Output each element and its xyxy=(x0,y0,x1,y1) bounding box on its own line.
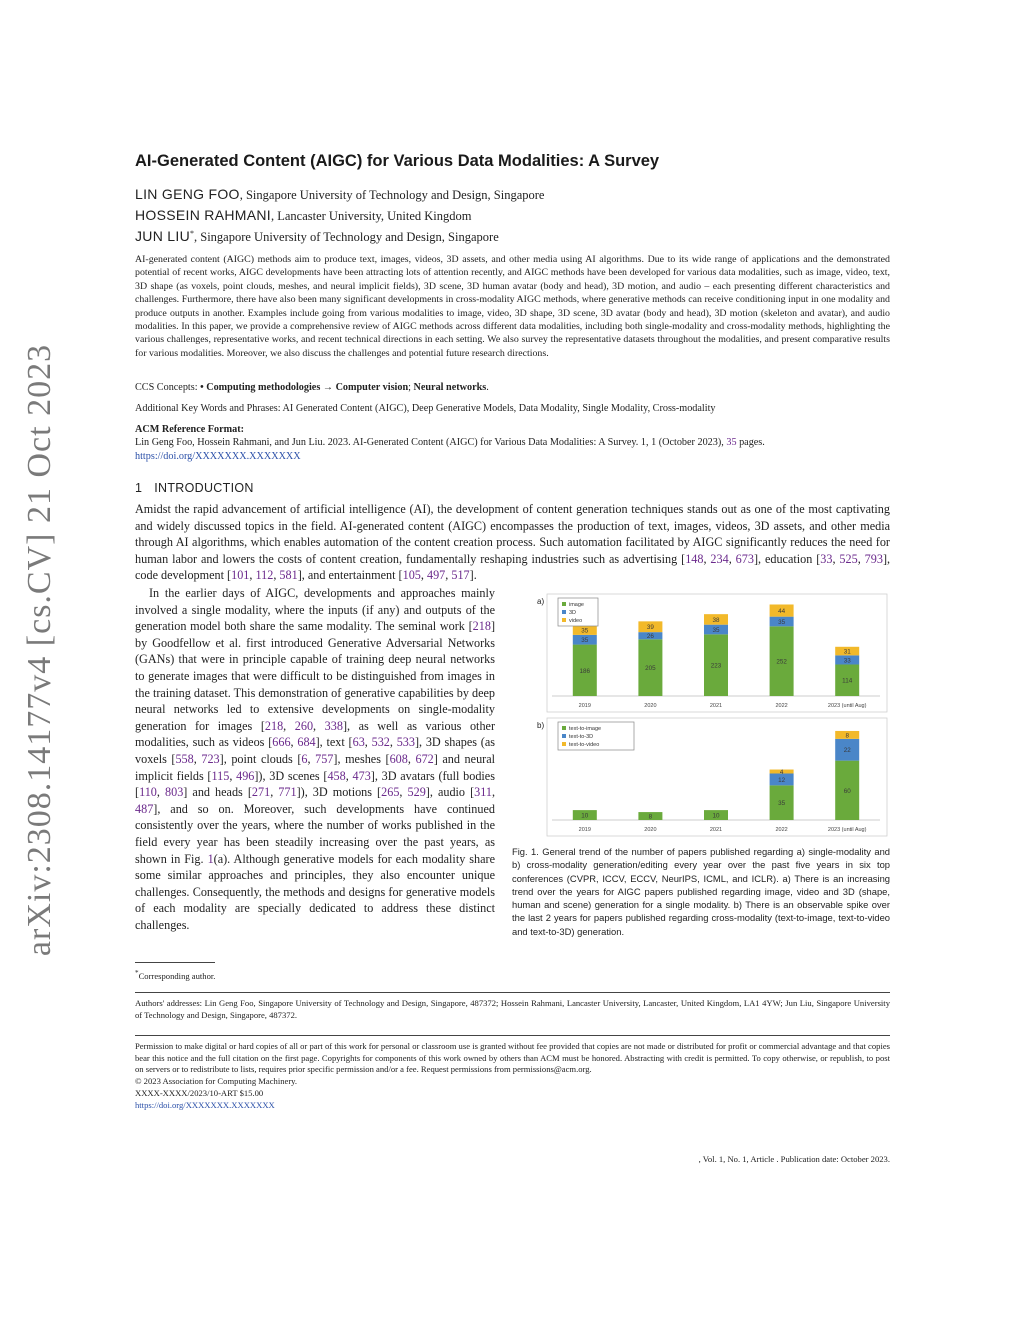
citation[interactable]: 581 xyxy=(279,568,298,583)
copyright: © 2023 Association for Computing Machinery. xyxy=(135,1076,298,1087)
data-label: 35 xyxy=(581,637,589,645)
author-addresses: Authors' addresses: Lin Geng Foo, Singapore University of Technology and Design, Singapore, 487372; Hossein Rahmani, Lancaster University, Lancaster, United Kingdom, LA1 4YW; Jun Liu, Singapore University of Technology and Design, Singapore, 487372. xyxy=(135,998,890,1020)
footer-doi-link[interactable]: https://doi.org/XXXXXXX.XXXXXXX xyxy=(135,1099,275,1110)
citation[interactable]: 525 xyxy=(839,551,858,566)
x-tick-label: 2020 xyxy=(644,703,657,709)
data-label: 44 xyxy=(778,608,786,616)
x-tick-label: 2020 xyxy=(644,827,657,833)
citation[interactable]: 517 xyxy=(451,568,470,583)
legend-entry: image xyxy=(569,602,584,608)
legend-swatch xyxy=(562,742,566,746)
citation[interactable]: 265 xyxy=(381,785,400,800)
panel-label: a) xyxy=(537,597,545,606)
legend-swatch xyxy=(562,734,566,738)
data-label: 60 xyxy=(843,787,851,795)
citation[interactable]: 33 xyxy=(820,551,833,566)
x-tick-label: 2019 xyxy=(578,703,591,709)
permission-text: Permission to make digital or hard copies of all or part of this work for personal or classroom use is granted without fee provided that copies are not made or distributed for profit or commercial advantage and that copies bear this notice and the full citation on the first page. Copyrights for components of this work owned by others than ACM must be honored. Abstracting with credit is permitted. To copy otherwise, or republish, to post on servers or to redistribute to lists, requires prior specific permission and/or a fee. Request permissions from permissions@acm.org. xyxy=(135,1041,890,1075)
legend-entry: video xyxy=(569,618,583,624)
author-name: LIN GENG FOO xyxy=(135,186,240,202)
footnote-text: Corresponding author. xyxy=(138,970,216,981)
citation[interactable]: 496 xyxy=(236,768,255,783)
citation[interactable]: 757 xyxy=(315,751,334,766)
legend-swatch xyxy=(562,726,566,730)
citation[interactable]: 529 xyxy=(407,785,426,800)
citation[interactable]: 487 xyxy=(135,801,154,816)
figure-1b-chart xyxy=(512,716,890,838)
x-tick-label: 2022 xyxy=(775,703,788,709)
ccs-concept-2: Computer vision xyxy=(335,382,409,393)
data-label: 35 xyxy=(778,800,786,808)
acm-ref-heading: ACM Reference Format: xyxy=(135,424,244,435)
data-label: 22 xyxy=(843,747,851,755)
data-label: 33 xyxy=(843,657,851,665)
ccs-label: CCS Concepts: xyxy=(135,382,201,393)
citation[interactable]: 673 xyxy=(735,551,754,566)
keywords: Additional Key Words and Phrases: AI Generated Content (AIGC), Deep Generative Models, Data Modality, Single Modality, Cross-modality xyxy=(135,403,716,414)
section-heading xyxy=(135,481,254,495)
x-tick-label: 2022 xyxy=(775,827,788,833)
author-name: JUN LIU xyxy=(135,228,190,244)
legend-swatch xyxy=(562,618,566,622)
section-title: INTRODUCTION xyxy=(154,481,254,495)
legend-entry: text-to-3D xyxy=(569,734,594,740)
data-label: 10 xyxy=(581,812,589,820)
data-label: 31 xyxy=(843,648,851,656)
author-affiliation: , Singapore University of Technology and Design, Singapore xyxy=(239,188,545,202)
legend-swatch xyxy=(562,602,566,606)
divider xyxy=(135,1035,890,1036)
x-tick-label: 2023 (until Aug) xyxy=(827,827,867,833)
author-3 xyxy=(135,228,499,245)
citation[interactable]: 458 xyxy=(327,768,346,783)
permission-notice xyxy=(135,1041,890,1111)
legend-entry: 3D xyxy=(569,610,577,616)
footnote xyxy=(135,968,890,983)
panel-label: b) xyxy=(537,721,545,730)
citation[interactable]: 101 xyxy=(231,568,250,583)
citation[interactable]: 338 xyxy=(324,718,343,733)
author-affiliation: , Singapore University of Technology and Design, Singapore xyxy=(194,230,499,244)
footnote-rule xyxy=(135,962,215,963)
x-tick-label: 2021 xyxy=(709,703,723,709)
citation[interactable]: 105 xyxy=(402,568,421,583)
citation[interactable]: 771 xyxy=(278,785,297,800)
issn: XXXX-XXXX/2023/10-ART $15.00 xyxy=(135,1087,264,1098)
arxiv-identifier xyxy=(10,343,70,957)
author-affiliation: , Lancaster University, United Kingdom xyxy=(270,209,472,223)
data-label: 252 xyxy=(776,658,787,666)
data-label: 186 xyxy=(579,667,591,675)
ccs-separator: ; xyxy=(408,382,414,393)
data-label: 205 xyxy=(645,665,656,673)
citation[interactable]: 6 xyxy=(301,751,308,766)
acm-ref-text: Lin Geng Foo, Hossein Rahmani, and Jun Liu. 2023. AI-Generated Content (AIGC) for Various Data Modalities: A Survey. 1, 1 (October 2023), xyxy=(135,437,727,449)
citation[interactable]: 558 xyxy=(175,751,194,766)
citation[interactable]: 115 xyxy=(211,768,230,783)
citation[interactable]: 260 xyxy=(294,718,314,733)
legend-entry: text-to-image xyxy=(569,726,602,732)
citation[interactable]: 793 xyxy=(864,551,883,566)
data-label: 10 xyxy=(712,812,720,820)
citation[interactable]: 532 xyxy=(371,735,390,750)
citation[interactable]: 148 xyxy=(685,551,704,566)
legend-entry: text-to-video xyxy=(569,742,600,748)
data-label: 38 xyxy=(712,616,720,624)
intro-paragraph-2: In the earlier days of AIGC, developments and approaches mainly involved a single modality, where the inputs (if any) and outputs of the generation model both share the same modality. The seminal work [218] by Goodfellow et al. first introduced Generative Adversarial Networks (GANs) that were in principle capable of training deep neural networks to generate images that were difficult to be distinguished from images in the training dataset. This demonstration of generative capabilities by deep neural networks led to extensive developments on single-modality generation for images [218, 260, 338], as well as various other modalities, such as videos [666, 684], text [63, 532, 533], 3D shapes (as voxels [558, 723], point clouds [6, 757], meshes [608, 672] and neural implicit fields [115, 496]), 3D scenes [458, 473], 3D avatars (full bodies [110, 803] and heads [271, 771]), 3D motions [265, 529], audio [311, 487], and so on. Moreover, such developments have continued consistently over the years, where the number of works published in the field every year has been steadily increasing over the past years, as shown in Fig. 1(a). Although generative models for each modality share some similar approaches and principles, they also encounter unique challenges. Consequently, the methods and designs for generative models of each modality are specially dedicated to address these distinct challenges. xyxy=(135,586,496,932)
citation[interactable]: 803 xyxy=(165,785,184,800)
ccs-end: . xyxy=(486,382,489,393)
data-label: 8 xyxy=(648,813,653,821)
author-2 xyxy=(135,207,472,224)
citation[interactable]: 533 xyxy=(396,735,415,750)
pages-link[interactable]: 35 xyxy=(726,437,737,449)
intro-paragraph-1: Amidst the rapid advancement of artificial intelligence (AI), the development of content generation techniques stands out as one of the most captivating and widely discussed topics in the field. AI-generated content (AIGC) encompasses the production of text, images, videos, 3D assets, and other media through AI algorithms, which enables automation of the content creation process. Such automation facilitated by AIGC significantly reduces the need for human labor and lowers the costs of content creation, fundamentally reshaping industries such as advertising [148, 234, 673], education [33, 525, 793], code development [101, 112, 581], and entertainment [105, 497, 517]. xyxy=(135,502,891,583)
doi-link[interactable]: https://doi.org/XXXXXXX.XXXXXXX xyxy=(135,450,301,462)
data-label: 4 xyxy=(779,769,784,777)
paper-title: AI-Generated Content (AIGC) for Various Data Modalities: A Survey xyxy=(135,152,660,170)
citation[interactable]: 234 xyxy=(710,551,729,566)
x-tick-label: 2023 (until Aug) xyxy=(827,703,867,709)
data-label: 8 xyxy=(845,732,849,740)
author-name: HOSSEIN RAHMANI xyxy=(135,207,271,223)
legend-swatch xyxy=(562,610,566,614)
acm-reference xyxy=(135,423,890,463)
citation[interactable]: 311 xyxy=(474,785,492,800)
citation[interactable]: 63 xyxy=(352,735,365,750)
ccs-concept-1: Computing methodologies xyxy=(206,382,321,393)
data-label: 35 xyxy=(712,627,720,635)
section-number: 1 xyxy=(135,481,143,495)
figure-reference[interactable]: 1 xyxy=(207,851,214,866)
data-label: 39 xyxy=(646,624,654,632)
citation[interactable]: 672 xyxy=(415,751,434,766)
arxiv-id-text: arXiv:2308.14177v4 [cs.CV] 21 Oct 2023 xyxy=(21,343,58,957)
ccs-arrow: → xyxy=(320,382,336,393)
footnote-mark: * xyxy=(135,969,139,977)
author-1 xyxy=(135,186,544,203)
divider xyxy=(135,992,890,993)
citation[interactable]: 608 xyxy=(389,751,408,766)
citation[interactable]: 473 xyxy=(352,768,371,783)
ccs-bullet: • xyxy=(200,382,207,393)
citation[interactable]: 218 xyxy=(264,718,284,733)
data-label: 12 xyxy=(778,776,786,784)
ccs-concepts xyxy=(135,381,489,394)
figure-caption: Fig. 1. General trend of the number of papers published regarding a) single-modality and b) cross-modality generation/editing every year over the past five years in six top conferences (CVPR, ICCV, ECCV, NeurIPS, ICML, and ICLR). a) There is an increasing trend over the years for AIGC papers published regarding image, video and 3D (shape, human and scene) generation for a single modality. b) There is an observable spike over the last 2 years for papers published regarding cross-modality (text-to-image, text-to-video and text-to-3D) generation. xyxy=(512,846,890,937)
data-label: 114 xyxy=(842,677,853,685)
data-label: 223 xyxy=(710,662,722,670)
abstract: AI-generated content (AIGC) methods aim to produce text, images, videos, 3D assets, and other media using AI algorithms. Due to its wide range of applications and the demonstrated potential of recent works, AIGC developments have been attracting lots of attention recently, and AIGC methods have been developed for various data modalities, such as image, video, text, 3D shape (as voxels, point clouds, meshes, and neural implicit fields), 3D scene, 3D human avatar (body and head), 3D motion, and audio – each presenting different characteristics and challenges. Furthermore, there have also been many significant developments in cross-modality AIGC methods, where generative methods can receive conditioning input in one modality and produce outputs in another. Examples include going from various modalities to image, video, 3D shape, 3D scene, 3D avatar (body and head), 3D motion (skeleton and avatar), and audio modalities. In this paper, we provide a comprehensive review of AIGC methods across different data modalities, including both single-modality and cross-modality methods, highlighting the various challenges, representative works, and recent technical directions in each setting. We also survey the representative datasets throughout the modalities, and present comparative results for various modalities. Moreover, we also discuss the challenges and potential future research directions. xyxy=(135,254,890,359)
publication-info: , Vol. 1, No. 1, Article . Publication date: October 2023. xyxy=(698,1154,890,1164)
corresponding-mark: * xyxy=(190,228,194,238)
acm-ref-text-end: pages. xyxy=(736,437,765,449)
citation[interactable]: 723 xyxy=(201,751,220,766)
citation[interactable]: 666 xyxy=(272,735,291,750)
ccs-concept-3: Neural networks xyxy=(413,382,487,393)
citation[interactable]: 218 xyxy=(472,619,491,634)
data-label: 26 xyxy=(646,633,654,641)
data-label: 35 xyxy=(581,627,589,635)
citation[interactable]: 112 xyxy=(255,568,274,583)
data-label: 35 xyxy=(778,618,786,626)
citation[interactable]: 684 xyxy=(297,735,316,750)
x-tick-label: 2021 xyxy=(709,827,723,833)
citation[interactable]: 497 xyxy=(426,568,446,583)
citation[interactable]: 271 xyxy=(251,785,271,800)
citation[interactable]: 110 xyxy=(139,785,157,800)
x-tick-label: 2019 xyxy=(578,827,591,833)
figure-1a-chart xyxy=(512,592,890,714)
